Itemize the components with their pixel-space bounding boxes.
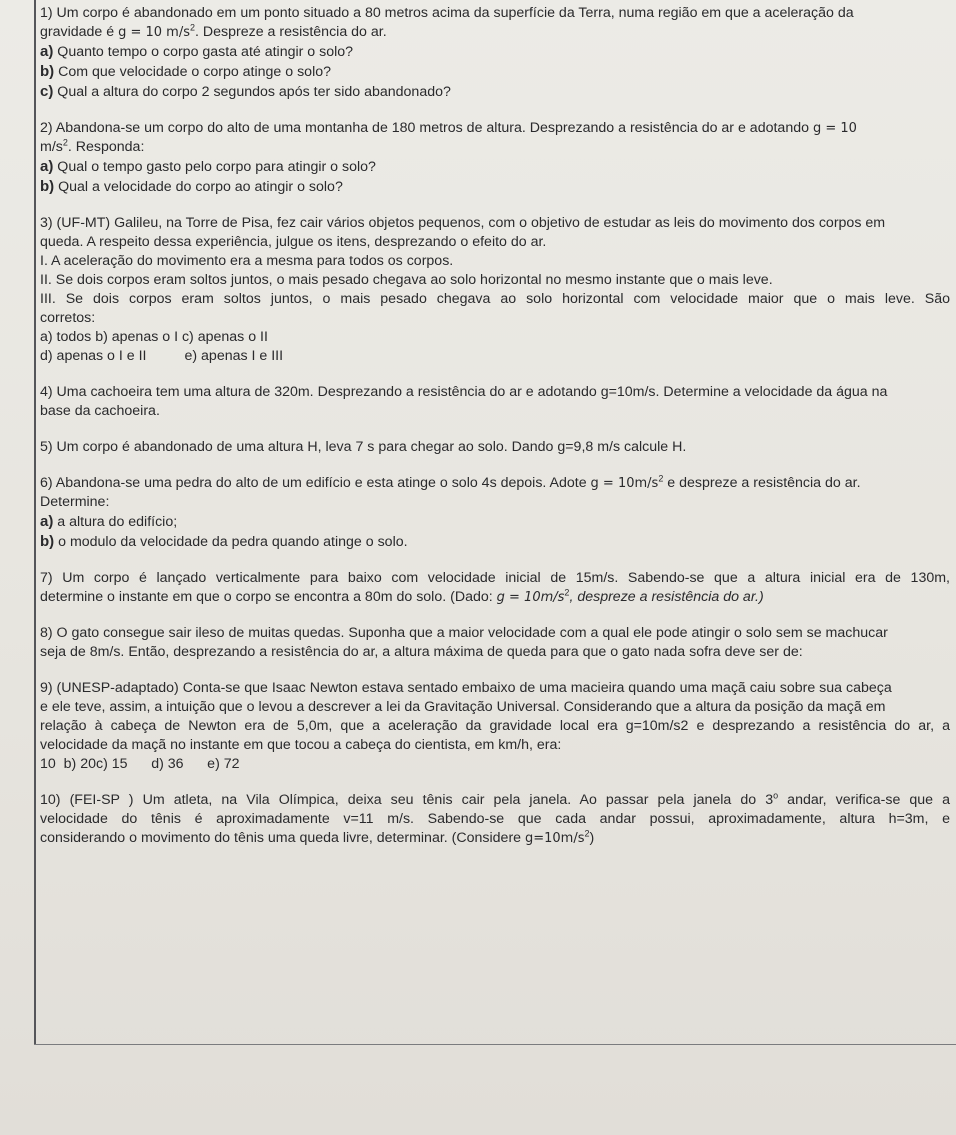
question-1-item-a: a) Quanto tempo o corpo gasta até atingir o solo?	[40, 43, 354, 60]
question-10-statement-cont-1: velocidade do tênis é aproximadamente v=11 m/s. Sabendo-se que cada andar possui, aproximadamente, altura h=3m, e	[40, 811, 950, 827]
question-9-statement-cont-3: velocidade da maçã no instante em que tocou a cabeça do cientista, em km/h, era:	[40, 737, 562, 753]
question-3-options-a-c: a) todos b) apenas o I c) apenas o II	[40, 329, 268, 345]
question-2-statement-cont: $m/s^2$. Responda:	[40, 137, 145, 155]
question-3-item-ii: II. Se dois corpos eram soltos juntos, o mais pesado chegava ao solo horizontal no mesmo instante que o mais leve.	[40, 272, 773, 288]
question-2-item-a: a) Qual o tempo gasto pelo corpo para atingir o solo?	[40, 158, 376, 175]
question-9-statement: 9) (UNESP-adaptado) Conta-se que Isaac Newton estava sentado embaixo de uma macieira quando uma maçã caiu sobre sua cabeça	[40, 680, 892, 696]
question-3	[40, 214, 950, 366]
question-3-statement: 3) (UF-MT) Galileu, na Torre de Pisa, fez cair vários objetos pequenos, com o objetivo de estudar as leis do movimento dos corpos em	[40, 215, 886, 231]
bottom-rule	[34, 1044, 956, 1045]
question-3-item-i: I. A aceleração do movimento era a mesma para todos os corpos.	[40, 253, 454, 269]
question-5	[40, 438, 950, 457]
question-8	[40, 624, 950, 662]
question-8-statement: 8) O gato consegue sair ileso de muitas quedas. Suponha que a maior velocidade com a qual ele pode atingir o solo sem se machucar	[40, 625, 888, 641]
question-6-determine: Determine:	[40, 494, 110, 510]
question-3-item-iii-cont: corretos:	[40, 310, 96, 326]
question-1-item-c: c) Qual a altura do corpo 2 segundos após ter sido abandonado?	[40, 83, 451, 100]
question-10-statement-cont-2: considerando o movimento do tênis uma queda livre, determinar. (Considere $g=10m/s^2$)	[40, 828, 595, 846]
question-2-item-b: b) Qual a velocidade do corpo ao atingir o solo?	[40, 178, 343, 195]
question-3-statement-cont: queda. A respeito dessa experiência, julgue os itens, desprezando o efeito do ar.	[40, 234, 547, 250]
question-10-statement: 10) (FEI-SP ) Um atleta, na Vila Olímpica, deixa seu tênis cair pela janela. Ao passar pela janela do 3$^o$ andar, verifica-se que a	[40, 790, 951, 808]
question-1	[40, 4, 950, 102]
question-6-statement: 6) Abandona-se uma pedra do alto de um edifício e esta atinge o solo 4s depois. Adote $g = 10m/s^2$ e despreze a resistência do ar.	[40, 473, 861, 491]
question-2	[40, 119, 950, 197]
question-8-statement-cont: seja de 8m/s. Então, desprezando a resistência do ar, a altura máxima de queda para que o gato nada sofra deve ser de:	[40, 644, 803, 660]
question-4-statement-cont: base da cachoeira.	[40, 403, 160, 419]
question-9	[40, 679, 950, 774]
question-3-item-iii: III. Se dois corpos eram soltos juntos, o mais pesado chegava ao solo horizontal com velocidade maior que o mais leve. São	[40, 291, 950, 307]
question-7-statement-cont: determine o instante em que o corpo se encontra a 80m do solo. (Dado: $g = 10m/s^2$, despreze a resistência do ar.)	[40, 587, 764, 605]
question-2-statement: 2) Abandona-se um corpo do alto de uma montanha de 180 metros de altura. Desprezando a resistência do ar e adotando g = 10	[40, 120, 857, 136]
question-1-statement: 1) Um corpo é abandonado em um ponto situado a 80 metros acima da superfície da Terra, numa região em que a aceleração da	[40, 5, 854, 21]
question-4-statement: 4) Uma cachoeira tem uma altura de 320m. Desprezando a resistência do ar e adotando g=10m/s. Determine a velocidade da água na	[40, 384, 888, 400]
question-1-statement-cont: gravidade é g = 10 $m/s^2$. Despreze a resistência do ar.	[40, 22, 387, 40]
question-9-statement-cont-2: relação à cabeça de Newton era de 5,0m, que a aceleração da gravidade local era g=10m/s2 e desprezando a resistência do ar, a	[40, 718, 950, 734]
question-6-item-a: a) a altura do edifício;	[40, 513, 178, 530]
question-10	[40, 791, 950, 848]
question-9-statement-cont-1: e ele teve, assim, a intuição que o levou a descrever a lei da Gravitação Universal. Considerando que a altura da posição da maçã em	[40, 699, 886, 715]
question-1-item-b: b) Com que velocidade o corpo atinge o solo?	[40, 63, 332, 80]
question-5-statement: 5) Um corpo é abandonado de uma altura H, leva 7 s para chegar ao solo. Dando g=9,8 m/s calcule H.	[40, 439, 687, 455]
question-7-statement: 7) Um corpo é lançado verticalmente para baixo com velocidade inicial de 15m/s. Sabendo-se que a altura inicial era de 130m,	[40, 570, 950, 586]
question-6	[40, 474, 950, 552]
question-7	[40, 569, 950, 607]
question-3-options-d-e: d) apenas o I e II e) apenas I e III	[40, 348, 284, 364]
question-list	[40, 4, 950, 848]
margin-line	[34, 0, 36, 1045]
question-9-options: 10 b) 20c) 15 d) 36 e) 72	[40, 756, 240, 772]
question-4	[40, 383, 950, 421]
question-6-item-b: b) o modulo da velocidade da pedra quando atinge o solo.	[40, 533, 408, 550]
